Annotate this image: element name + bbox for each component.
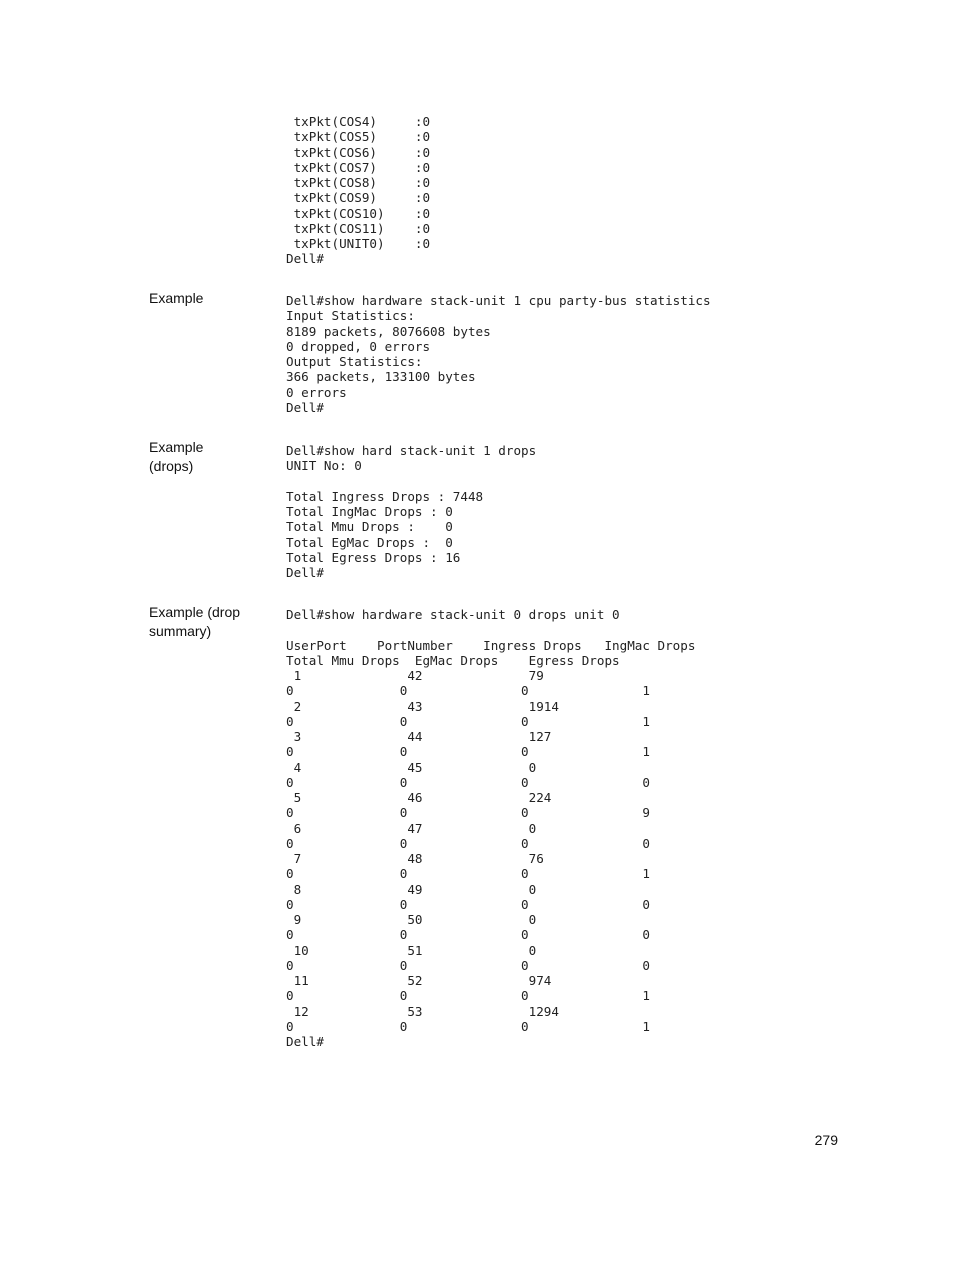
cos-counter-listing (286, 114, 430, 267)
code-line: 0 0 0 9 (286, 805, 650, 821)
code-line: txPkt(COS5) :0 (286, 129, 431, 145)
section-label-example-drops (149, 438, 269, 476)
code-line: 0 0 0 1 (286, 1018, 650, 1034)
label-line: (drops) (149, 458, 194, 474)
code-line: 0 0 0 1 (286, 744, 650, 760)
drops-example (286, 443, 536, 580)
code-line: UserPort PortNumber Ingress Drops IngMac Drops (286, 637, 696, 653)
section-label-example (149, 289, 269, 308)
code-line: 0 0 0 0 (286, 896, 650, 912)
code-line: Dell# (286, 565, 324, 580)
label-line: summary) (149, 623, 212, 639)
code-line: 0 0 0 1 (286, 866, 650, 882)
code-line: txPkt(COS6) :0 (286, 144, 431, 160)
code-line: 8 49 0 (286, 881, 537, 897)
code-line: 0 0 0 1 (286, 988, 650, 1004)
code-line: 9 50 0 (286, 912, 537, 927)
code-line: 366 packets, 133100 bytes (286, 369, 476, 385)
code-line: 0 0 0 0 (286, 957, 650, 973)
code-line: 2 43 1914 (286, 698, 559, 714)
code-line: 0 errors (286, 384, 347, 400)
code-line: Total IngMac Drops : 0 (286, 504, 453, 519)
code-line: txPkt(COS8) :0 (286, 175, 431, 190)
code-line: 4 45 0 (286, 759, 537, 775)
code-line: Input Statistics: (286, 308, 415, 324)
code-line: UNIT No: 0 (286, 458, 362, 474)
code-line: 0 0 0 1 (286, 713, 650, 729)
page-number: 279 (814, 1132, 838, 1148)
label-line: Example (drop (149, 604, 241, 620)
code-line: Total Mmu Drops : 0 (286, 519, 453, 535)
code-line: Total EgMac Drops : 0 (286, 534, 453, 550)
label-line: Example (149, 439, 204, 455)
code-line: Dell#show hard stack-unit 1 drops (286, 443, 537, 458)
code-line: Dell#show hardware stack-unit 1 cpu party-bus statistics (286, 293, 711, 308)
cpu-party-bus-statistics-example (286, 293, 711, 415)
code-line: Total Ingress Drops : 7448 (286, 488, 484, 504)
code-line: 12 53 1294 (286, 1003, 559, 1019)
code-line: 0 dropped, 0 errors (286, 338, 431, 354)
code-line: txPkt(COS9) :0 (286, 190, 431, 206)
code-line: 3 44 127 (286, 729, 552, 744)
code-line: Total Egress Drops : 16 (286, 549, 461, 565)
code-line: 6 47 0 (286, 820, 537, 836)
code-line: txPkt(UNIT0) :0 (286, 236, 431, 251)
code-line: txPkt(COS10) :0 (286, 205, 431, 221)
code-line: txPkt(COS11) :0 (286, 220, 431, 236)
code-line: Output Statistics: (286, 354, 423, 369)
code-line: 0 0 0 0 (286, 927, 650, 943)
code-line: Dell# (286, 399, 324, 415)
code-line: 0 0 0 1 (286, 683, 650, 699)
label-line: Example (149, 290, 204, 306)
drop-summary-example (286, 607, 695, 1049)
code-line: Dell# (286, 251, 324, 267)
code-line: Dell# (286, 1034, 324, 1049)
code-line: 1 42 79 (286, 668, 544, 683)
code-line: 10 51 0 (286, 942, 537, 958)
code-line: 0 0 0 0 (286, 774, 650, 790)
code-line: 5 46 224 (286, 790, 552, 805)
code-line: 7 48 76 (286, 851, 544, 866)
code-line: Dell#show hardware stack-unit 0 drops unit 0 (286, 607, 620, 622)
code-line: 11 52 974 (286, 973, 552, 988)
code-line: txPkt(COS4) :0 (286, 114, 431, 129)
code-line: Total Mmu Drops EgMac Drops Egress Drops (286, 652, 620, 668)
code-line: 8189 packets, 8076608 bytes (286, 323, 491, 339)
section-label-example-drop-summary (149, 603, 269, 641)
code-line: 0 0 0 0 (286, 835, 650, 851)
code-line: txPkt(COS7) :0 (286, 159, 431, 175)
